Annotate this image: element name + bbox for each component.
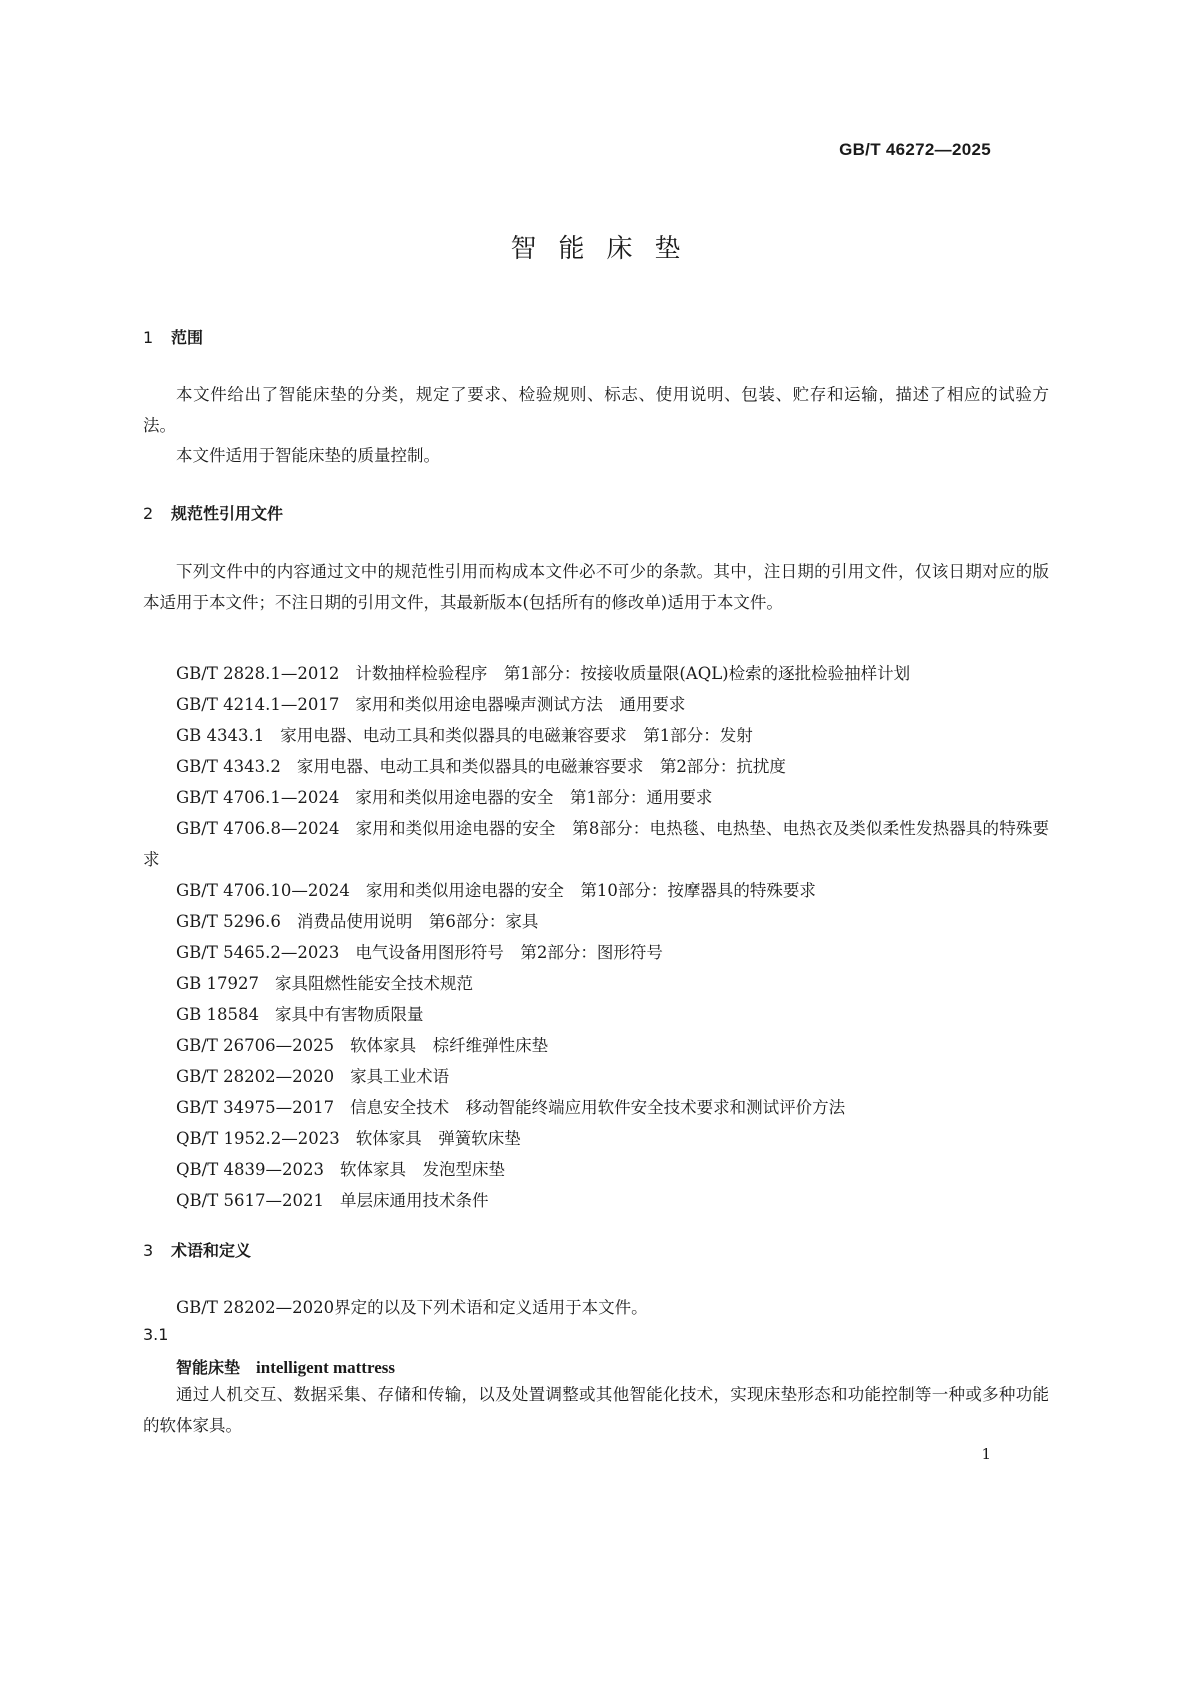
reference-item (143, 968, 1049, 999)
reference-title: 家具中有害物质限量 (275, 1005, 424, 1024)
reference-item (143, 782, 1049, 813)
section-title: 术语和定义 (171, 1241, 252, 1260)
scope-paragraph: 本文件给出了智能床垫的分类，规定了要求、检验规则、标志、使用说明、包装、贮存和运输，描述了相应的试验方法。 (143, 385, 1049, 435)
reference-code: GB/T 5465.2—2023 (176, 943, 340, 962)
reference-item (143, 689, 1049, 720)
term-name-en: intelligent mattress (256, 1358, 395, 1377)
reference-code: GB/T 5296.6 (176, 912, 281, 931)
reference-item (143, 1030, 1049, 1061)
reference-title: 家具工业术语 (350, 1067, 450, 1086)
reference-list (143, 658, 1049, 1216)
term-name-zh: 智能床垫 (176, 1358, 241, 1377)
reference-title: 消费品使用说明 第6部分：家具 (296, 912, 539, 931)
standard-code: GB/T 46272—2025 (839, 140, 991, 159)
section-heading-scope (143, 325, 203, 348)
reference-item (143, 999, 1049, 1030)
reference-code: GB/T 4706.8—2024 (176, 819, 340, 838)
reference-title: 计数抽样检验程序 第1部分：按接收质量限(AQL)检索的逐批检验抽样计划 (355, 664, 911, 683)
reference-title: 软体家具 弹簧软床垫 (355, 1129, 521, 1148)
reference-code: QB/T 4839—2023 (176, 1160, 324, 1179)
reference-title: 信息安全技术 移动智能终端应用软件安全技术要求和测试评价方法 (350, 1098, 846, 1117)
term-number: 3.1 (143, 1325, 169, 1344)
reference-title: 单层床通用技术条件 (339, 1191, 489, 1210)
reference-item (143, 1123, 1049, 1154)
reference-title: 家用和类似用途电器的安全 第10部分：按摩器具的特殊要求 (365, 881, 816, 900)
reference-code: GB/T 4343.2 (176, 757, 281, 776)
reference-code: GB 18584 (176, 1005, 260, 1024)
reference-item (143, 1185, 1049, 1216)
reference-code: GB 4343.1 (176, 726, 265, 745)
section-number: 1 (143, 328, 154, 347)
section-heading-normative-references (143, 501, 283, 524)
term-definition: 通过人机交互、数据采集、存储和传输，以及处置调整或其他智能化技术，实现床垫形态和功能控制等一种或多种功能的软体家具。 (143, 1385, 1049, 1435)
reference-title: 软体家具 发泡型床垫 (339, 1160, 505, 1179)
reference-title: 家用和类似用途电器的安全 第8部分：电热毯、电热垫、电热衣及类似柔性发热器具的特殊要求 (143, 819, 1049, 869)
section-title: 范围 (171, 328, 204, 347)
reference-item (143, 937, 1049, 968)
reference-item (143, 1092, 1049, 1123)
reference-title: 家具阻燃性能安全技术规范 (275, 974, 474, 993)
terms-intro: GB/T 28202—2020界定的以及下列术语和定义适用于本文件。 (176, 1298, 648, 1317)
reference-item (143, 1154, 1049, 1185)
reference-code: QB/T 1952.2—2023 (176, 1129, 340, 1148)
reference-item (143, 720, 1049, 751)
section-number: 2 (143, 504, 154, 523)
page-number: 1 (981, 1445, 991, 1463)
reference-item (143, 875, 1049, 906)
reference-title: 软体家具 棕纤维弹性床垫 (350, 1036, 549, 1055)
reference-item (143, 751, 1049, 782)
reference-code: GB/T 34975—2017 (176, 1098, 335, 1117)
scope-paragraph: 本文件适用于智能床垫的质量控制。 (176, 446, 440, 465)
reference-item (143, 658, 1049, 689)
references-intro: 下列文件中的内容通过文中的规范性引用而构成本文件必不可少的条款。其中，注日期的引用文件，仅该日期对应的版本适用于本文件；不注日期的引用文件，其最新版本(包括所有的修改单)适用于本文件。 (143, 562, 1049, 612)
reference-code: GB/T 4706.1—2024 (176, 788, 340, 807)
reference-title: 家用电器、电动工具和类似器具的电磁兼容要求 第1部分：发射 (280, 726, 753, 745)
section-title: 规范性引用文件 (171, 504, 284, 523)
reference-code: GB/T 2828.1—2012 (176, 664, 340, 683)
reference-code: GB/T 4706.10—2024 (176, 881, 350, 900)
reference-title: 电气设备用图形符号 第2部分：图形符号 (355, 943, 663, 962)
reference-item (143, 1061, 1049, 1092)
reference-code: GB/T 4214.1—2017 (176, 695, 340, 714)
document-title: 智能床垫 (510, 234, 703, 264)
term-heading (176, 1355, 395, 1378)
reference-code: GB/T 28202—2020 (176, 1067, 335, 1086)
reference-item (143, 813, 1049, 875)
reference-item (143, 906, 1049, 937)
reference-code: QB/T 5617—2021 (176, 1191, 324, 1210)
section-heading-terms (143, 1238, 251, 1261)
reference-title: 家用电器、电动工具和类似器具的电磁兼容要求 第2部分：抗扰度 (296, 757, 786, 776)
reference-title: 家用和类似用途电器噪声测试方法 通用要求 (355, 695, 686, 714)
reference-code: GB 17927 (176, 974, 260, 993)
section-number: 3 (143, 1241, 154, 1260)
reference-title: 家用和类似用途电器的安全 第1部分：通用要求 (355, 788, 713, 807)
reference-code: GB/T 26706—2025 (176, 1036, 335, 1055)
